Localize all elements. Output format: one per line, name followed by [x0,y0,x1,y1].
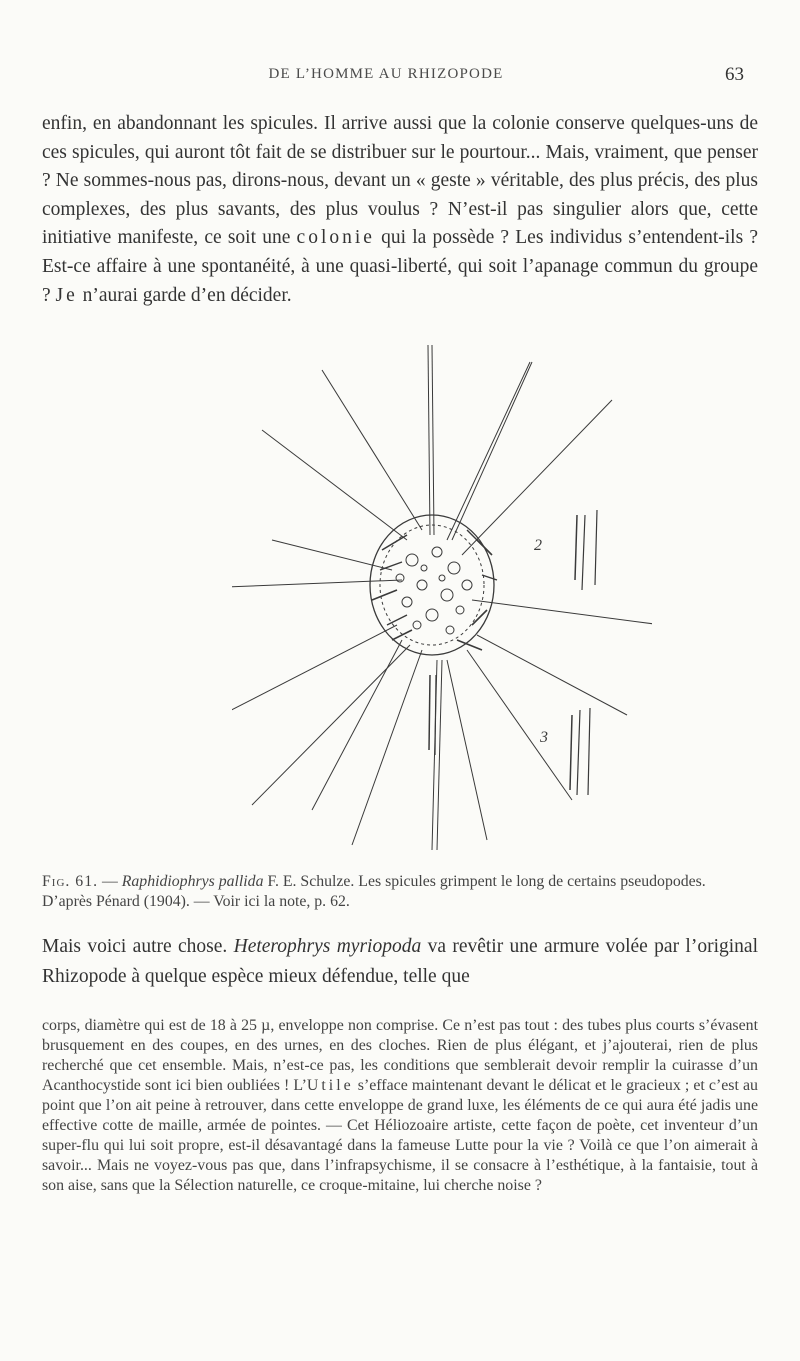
running-title: DE L’HOMME AU RHIZOPODE [268,66,504,82]
caption-species: Raphidiophrys pallida [121,873,264,890]
caption-label: Fig. 61. [42,873,99,890]
note-text: corps, diamètre qui est de 18 à 25 µ, enveloppe non comprise. Ce n’est pas tout : des tubes plus courts s’évasent brusquement en des coupes, en des urnes, en des cloches. Rien de plus élégant, et j’ajouterai, rien de plus recherché que cet ensemble. Mais, n’est-ce pas, les conditions que semblerait devoir remplir la cuirasse d’un Acanthocystide sont ici bien oubliées ! L’ [42,1017,758,1094]
body-paragraph [42,110,758,310]
running-head [0,66,800,96]
raphidiophrys-drawing [232,340,652,860]
paragraph-text: va revêtir une armure volée par l’original Rhizopode à quelque espèce mieux défendue, telle que [42,936,758,987]
note-text: s’efface maintenant devant le délicat et le gracieux ; et c’est au point que l’on ait peine à retrouver, dans cette enveloppe de grand luxe, les éléments de ce qui aura été jadis une effective cotte de maille, armée de pointes. — Cet Héliozoaire artiste, cette façon de poète, cet inventeur d’un super-flu qui lui soit propre, est-il désavantagé dans la fameuse Lutte pour la vie ? Voilà ce que l’on aimerait à savoir... Mais ne voyez-vous pas que, dans l’infrapsychisme, il se consacre à l’esthétique, à la fantaisie, tout à son aise, sans que la Sélection naturelle, ce croque-mitaine, lui cherche noise ? [42,1076,758,1194]
footnote-text [42,1016,758,1196]
paragraph-text: qui la possède ? Les individus s’entendent-ils ? Est-ce affaire à une spontanéité, à une quasi-liberté, qui soit l’apanage commun du groupe ? [42,227,758,306]
figure-caption [42,872,758,912]
paragraph-text: enfin, en abandonnant les spicules. Il arrive aussi que la colonie conserve quelques-uns de ces spicules, qui auront tôt fait de se distribuer sur le pourtour... Mais, vraiment, que penser ? Ne sommes-nous pas, dirons-nous, devant un « geste » véritable, des plus précis, des plus complexes, des plus savants, des plus voulus ? N’est-il pas singulier alors que, cette initiative manifeste, ce soit une [42,113,758,249]
species-name: Heterophrys myriopoda [233,936,422,957]
figure-label: 2 [534,537,542,554]
figure-illustration [232,340,652,860]
caption-text: F. E. Schulze. Les spicules grimpent le long de certains pseudopodes. D’après Pénard (1904). — Voir ici la note, p. 62. [42,873,706,910]
emphasis-text: Je [55,284,78,306]
cell-body [370,515,497,655]
emphasis-text: colonie [296,227,375,249]
body-paragraph [42,932,758,992]
spicules-right [429,510,597,795]
emphasis-text: Utile [306,1076,354,1094]
paragraph-text: n’aurai garde d’en décider. [82,284,292,306]
figure-label: 3 [540,729,548,746]
paragraph-text: Mais voici autre chose. [42,936,228,957]
caption-dash: — [102,873,118,890]
page-number: 63 [725,64,744,85]
